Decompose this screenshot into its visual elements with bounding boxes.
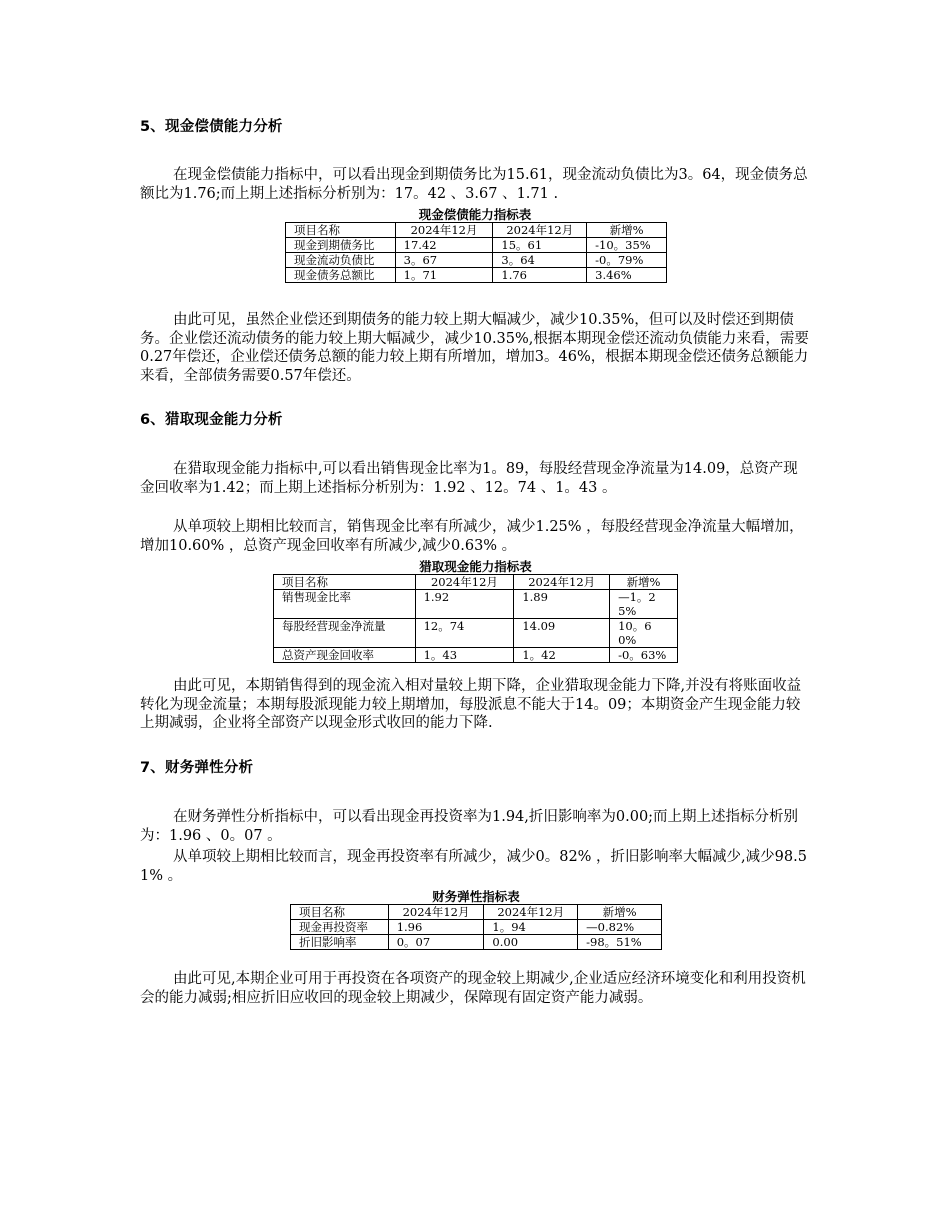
table-cell: 1.89 [514,590,610,619]
table-cell: 折旧影响率 [291,935,389,950]
section-7-table-title: 财务弹性指标表 [432,889,520,904]
table-cell: -10。35% [587,238,667,253]
table-row [291,935,662,950]
section-5-intro: 在现金偿债能力指标中，可以看出现金到期债务比为15.61，现金流动负债比为3。64，现金债务总额比为1.76;而上期上述指标分析别为：17。42 、3.67 、1.71 . [140,167,808,202]
table-row [274,648,678,663]
table-cell: 现金到期债务比 [286,238,396,253]
cash-solvency-table [285,222,667,283]
section-6-table-title: 猎取现金能力指标表 [419,559,532,574]
table-cell: 1。43 [415,648,514,663]
table-row [286,253,667,268]
table-row [274,619,678,648]
section-7-intro: 在财务弹性分析指标中，可以看出现金再投资率为1.94,折旧影响率为0.00;而上期上述指标分析别为：1.96 、0。07 。 [140,809,799,844]
column-header: 新增% [578,905,662,920]
section-7-heading: 7、财务弹性分析 [140,760,254,776]
table-row [274,590,678,619]
financial-flexibility-table [290,904,662,950]
table-cell: 总资产现金回收率 [274,648,416,663]
table-row [291,920,662,935]
table-cell: 1.92 [415,590,514,619]
table-header-row [286,223,667,238]
section-7-compare: 从单项较上期相比较而言，现金再投资率有所减少，减少0。82% ，折旧影响率大幅减少,减少98.51% 。 [140,849,807,884]
column-header: 2024年12月 [395,223,493,238]
table-cell: -98。51% [578,935,662,950]
table-cell: 现金再投资率 [291,920,389,935]
table-cell: —0.82% [578,920,662,935]
column-header: 2024年12月 [514,575,610,590]
table-cell: 现金债务总额比 [286,268,396,283]
table-cell: 1。42 [514,648,610,663]
column-header: 2024年12月 [493,223,587,238]
table-cell: 3。67 [395,253,493,268]
column-header: 2024年12月 [484,905,578,920]
table-cell: 1。94 [484,920,578,935]
table-cell: 0.00 [484,935,578,950]
section-5-heading: 5、现金偿债能力分析 [140,119,283,135]
column-header: 项目名称 [291,905,389,920]
table-cell: -0。79% [587,253,667,268]
table-cell: 1。71 [395,268,493,283]
section-6-compare: 从单项较上期相比较而言，销售现金比率有所减少，减少1.25% ，每股经营现金净流量大幅增加，增加10.60% ，总资产现金回收率有所减少,减少0.63% 。 [140,519,804,554]
table-cell: 每股经营现金净流量 [274,619,416,648]
section-6-conclusion: 由此可见，本期销售得到的现金流入相对量较上期下降，企业猎取现金能力下降,并没有将账面收益转化为现金流量；本期每股派现能力较上期增加，每股派息不能大于14。09；本期资金产生现金能力较上期减弱，企业将全部资产以现金形式收回的能力下降. [140,678,802,731]
cash-acquisition-table [273,574,678,663]
table-cell: -0。63% [610,648,678,663]
section-7-conclusion: 由此可见,本期企业可用于再投资在各项资产的现金较上期减少,企业适应经济环境变化和利用投资机会的能力减弱;相应折旧应收回的现金较上期减少，保障现有固定资产能力减弱。 [140,971,806,1006]
table-cell: 12。74 [415,619,514,648]
table-cell: 销售现金比率 [274,590,416,619]
column-header: 项目名称 [286,223,396,238]
table-header-row [274,575,678,590]
section-5-conclusion: 由此可见，虽然企业偿还到期债务的能力较上期大幅减少，减少10.35%，但可以及时偿还到期债务。企业偿还流动债务的能力较上期大幅减少，减少10.35%,根据本期现金偿还流动负债能力来看，需要0.27年偿还，企业偿还债务总额的能力较上期有所增加，增加3。46%，根据本期现金偿还债务总额能力来看，全部债务需要0.57年偿还。 [140,312,809,384]
table-cell: 现金流动负债比 [286,253,396,268]
column-header: 2024年12月 [415,575,514,590]
table-cell: 17.42 [395,238,493,253]
column-header: 新增% [587,223,667,238]
section-6-intro: 在猎取现金能力指标中,可以看出销售现金比率为1。89，每股经营现金净流量为14.09，总资产现金回收率为1.42；而上期上述指标分析别为：1.92 、12。74 、1。43 。 [140,461,798,496]
table-cell: —1。25% [610,590,678,619]
table-cell: 1.96 [388,920,484,935]
section-6-heading: 6、猎取现金能力分析 [140,412,283,428]
column-header: 新增% [610,575,678,590]
section-5-table-title: 现金偿债能力指标表 [418,207,532,222]
table-cell: 15。61 [493,238,587,253]
table-cell: 0。07 [388,935,484,950]
column-header: 2024年12月 [388,905,484,920]
table-cell: 10。60% [610,619,678,648]
table-row [286,238,667,253]
column-header: 项目名称 [274,575,416,590]
table-cell: 14.09 [514,619,610,648]
table-row [286,268,667,283]
table-cell: 1.76 [493,268,587,283]
table-cell: 3。64 [493,253,587,268]
table-header-row [291,905,662,920]
table-cell: 3.46% [587,268,667,283]
